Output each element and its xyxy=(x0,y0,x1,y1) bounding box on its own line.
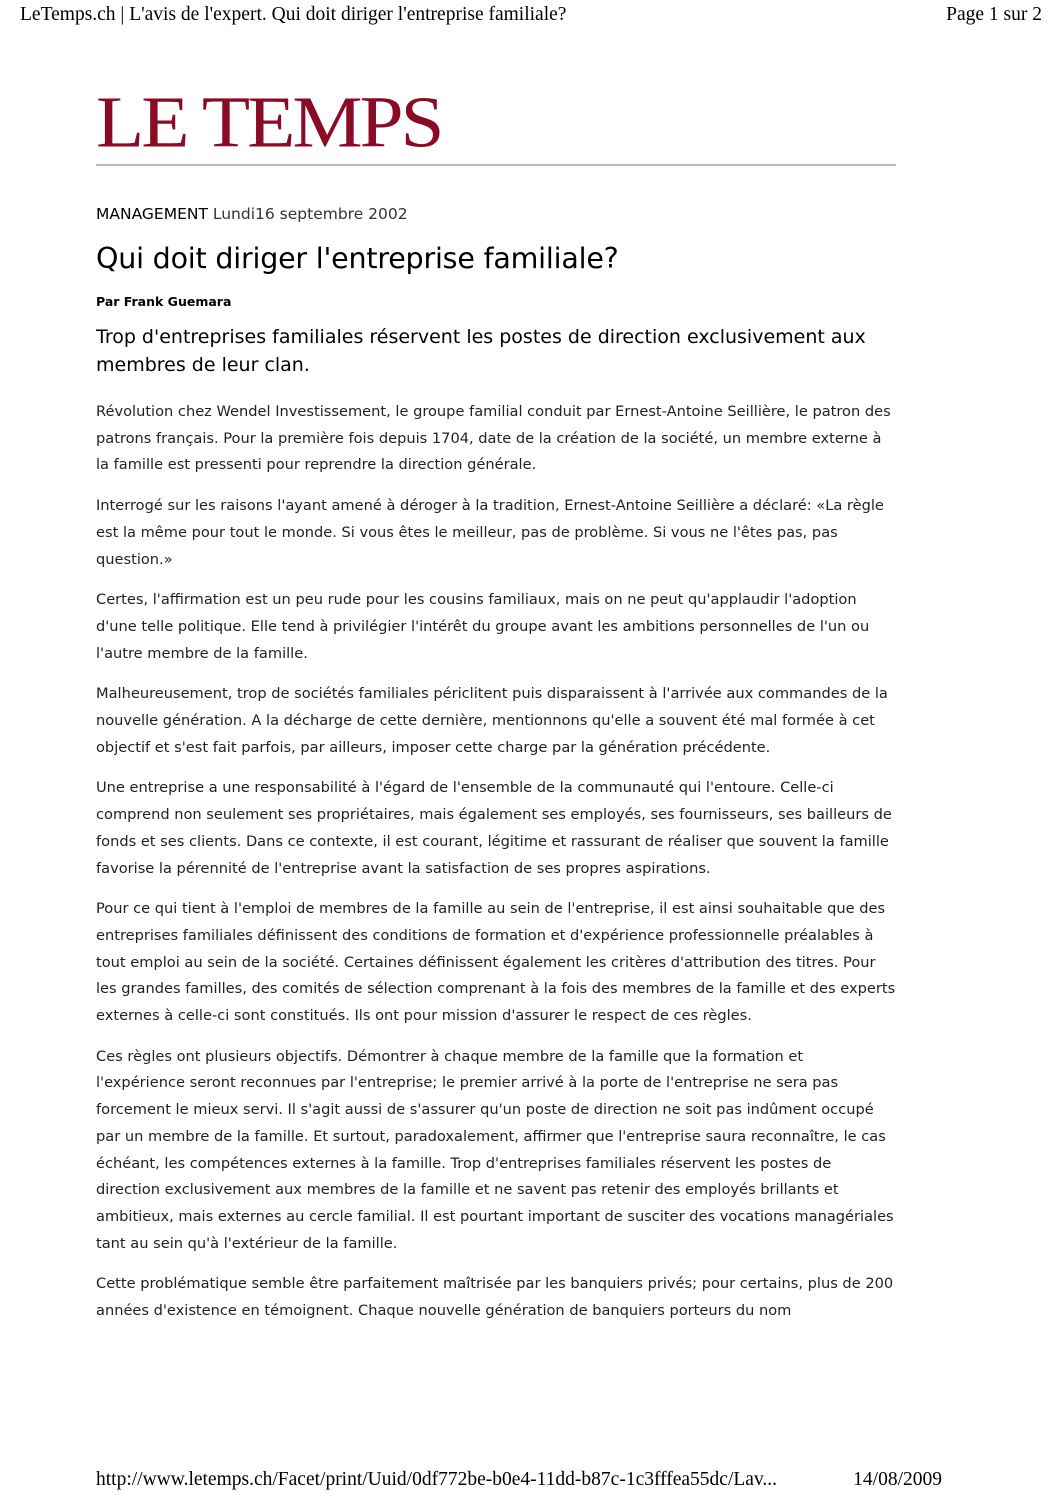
article-paragraph-3: Certes, l'affirmation est un peu rude pour les cousins familiaux, mais on ne peut qu'applaudir l'adoption d'une telle politique. Elle tend à privilégier l'intérêt du groupe avant les ambitions personnelles de l'un ou l'autre membre de la famille. xyxy=(96,591,870,662)
page-number: Page 1 sur 2 xyxy=(946,4,1042,25)
article-paragraph-6: Pour ce qui tient à l'emploi de membres de la famille au sein de l'entreprise, il est ainsi souhaitable que des entreprises familiales définissent des conditions de formation et d'expérience professionnelle préalables à tout emploi au sein de la société. Certaines définissent également les critères d'attribution des titres. Pour les grandes familles, des comités de sélection comprenant à la fois des membres de la famille et des experts externes à celle-ci sont constitués. Ils ont pour mission d'assurer le respect de ces règles. xyxy=(96,900,896,1025)
le-temps-logo: LE TEMPS xyxy=(96,82,442,164)
article-paragraph-5: Une entreprise a une responsabilité à l'égard de l'ensemble de la communauté qui l'entoure. Celle-ci comprend non seulement ses propriétaires, mais également ses employés, ses fournisseurs, ses bailleurs de fonds et ses clients. Dans ce contexte, il est courant, légitime et rassurant de réaliser que souvent la famille favorise la pérennité de l'entreprise avant la satisfaction de ses propres aspirations. xyxy=(96,779,892,877)
print-footer-url[interactable]: http://www.letemps.ch/Facet/print/Uuid/0df772be-b0e4-11dd-b87c-1c3fffea55dc/Lav... xyxy=(96,1469,778,1490)
print-footer xyxy=(96,1469,942,1495)
article-paragraph-2: Interrogé sur les raisons l'ayant amené à déroger à la tradition, Ernest-Antoine Seillière a déclaré: «La règle est la même pour tout le monde. Si vous êtes le meilleur, pas de problème. Si vous ne l'êtes pas, pas question.» xyxy=(96,497,884,568)
article-lead: Trop d'entreprises familiales réservent les postes de direction exclusivement aux membres de leur clan. xyxy=(96,326,866,376)
article-paragraph-1: Révolution chez Wendel Investissement, le groupe familial conduit par Ernest-Antoine Seillière, le patron des patrons français. Pour la première fois depuis 1704, date de la création de la société, un membre externe à la famille est pressenti pour reprendre la direction générale. xyxy=(96,403,891,474)
print-header-title: LeTemps.ch | L'avis de l'expert. Qui doit diriger l'entreprise familiale? xyxy=(20,4,567,25)
article-paragraph-7: Ces règles ont plusieurs objectifs. Démontrer à chaque membre de la famille que la formation et l'expérience seront reconnues par l'entreprise; le premier arrivé à la porte de l'entreprise ne sera pas forcement le mieux servi. Il s'agit aussi de s'assurer qu'un poste de direction ne soit pas indûment occupé par un membre de la famille. Et surtout, paradoxalement, affirmer que l'entreprise saura reconnaître, le cas échéant, les compétences externes à la famille. Trop d'entreprises familiales réservent les postes de direction exclusivement aux membres de la famille et ne savent pas retenir des employés brillants et ambitieux, mais externes au cercle familial. Il est pourtant important de susciter des vocations managériales tant au sein qu'à l'extérieur de la famille. xyxy=(96,1047,894,1252)
article xyxy=(96,204,896,1325)
section-label[interactable]: MANAGEMENT xyxy=(96,205,208,223)
article-title: Qui doit diriger l'entreprise familiale? xyxy=(96,242,619,275)
article-date: Lundi16 septembre 2002 xyxy=(212,205,408,223)
article-paragraph-4: Malheureusement, trop de sociétés familiales périclitent puis disparaissent à l'arrivée aux commandes de la nouvelle génération. A la décharge de cette dernière, mentionnons qu'elle a souvent été mal formée à cet objectif et s'est fait parfois, par ailleurs, imposer cette charge par la génération précédente. xyxy=(96,685,888,756)
print-footer-date: 14/08/2009 xyxy=(853,1469,942,1490)
print-header xyxy=(20,4,1042,32)
article-paragraph-8: Cette problématique semble être parfaitement maîtrisée par les banquiers privés; pour certains, plus de 200 années d'existence en témoignent. Chaque nouvelle génération de banquiers porteurs du nom xyxy=(96,1275,894,1320)
article-meta xyxy=(96,204,896,224)
article-byline: Par Frank Guemara xyxy=(96,294,232,309)
masthead-divider xyxy=(96,164,896,166)
